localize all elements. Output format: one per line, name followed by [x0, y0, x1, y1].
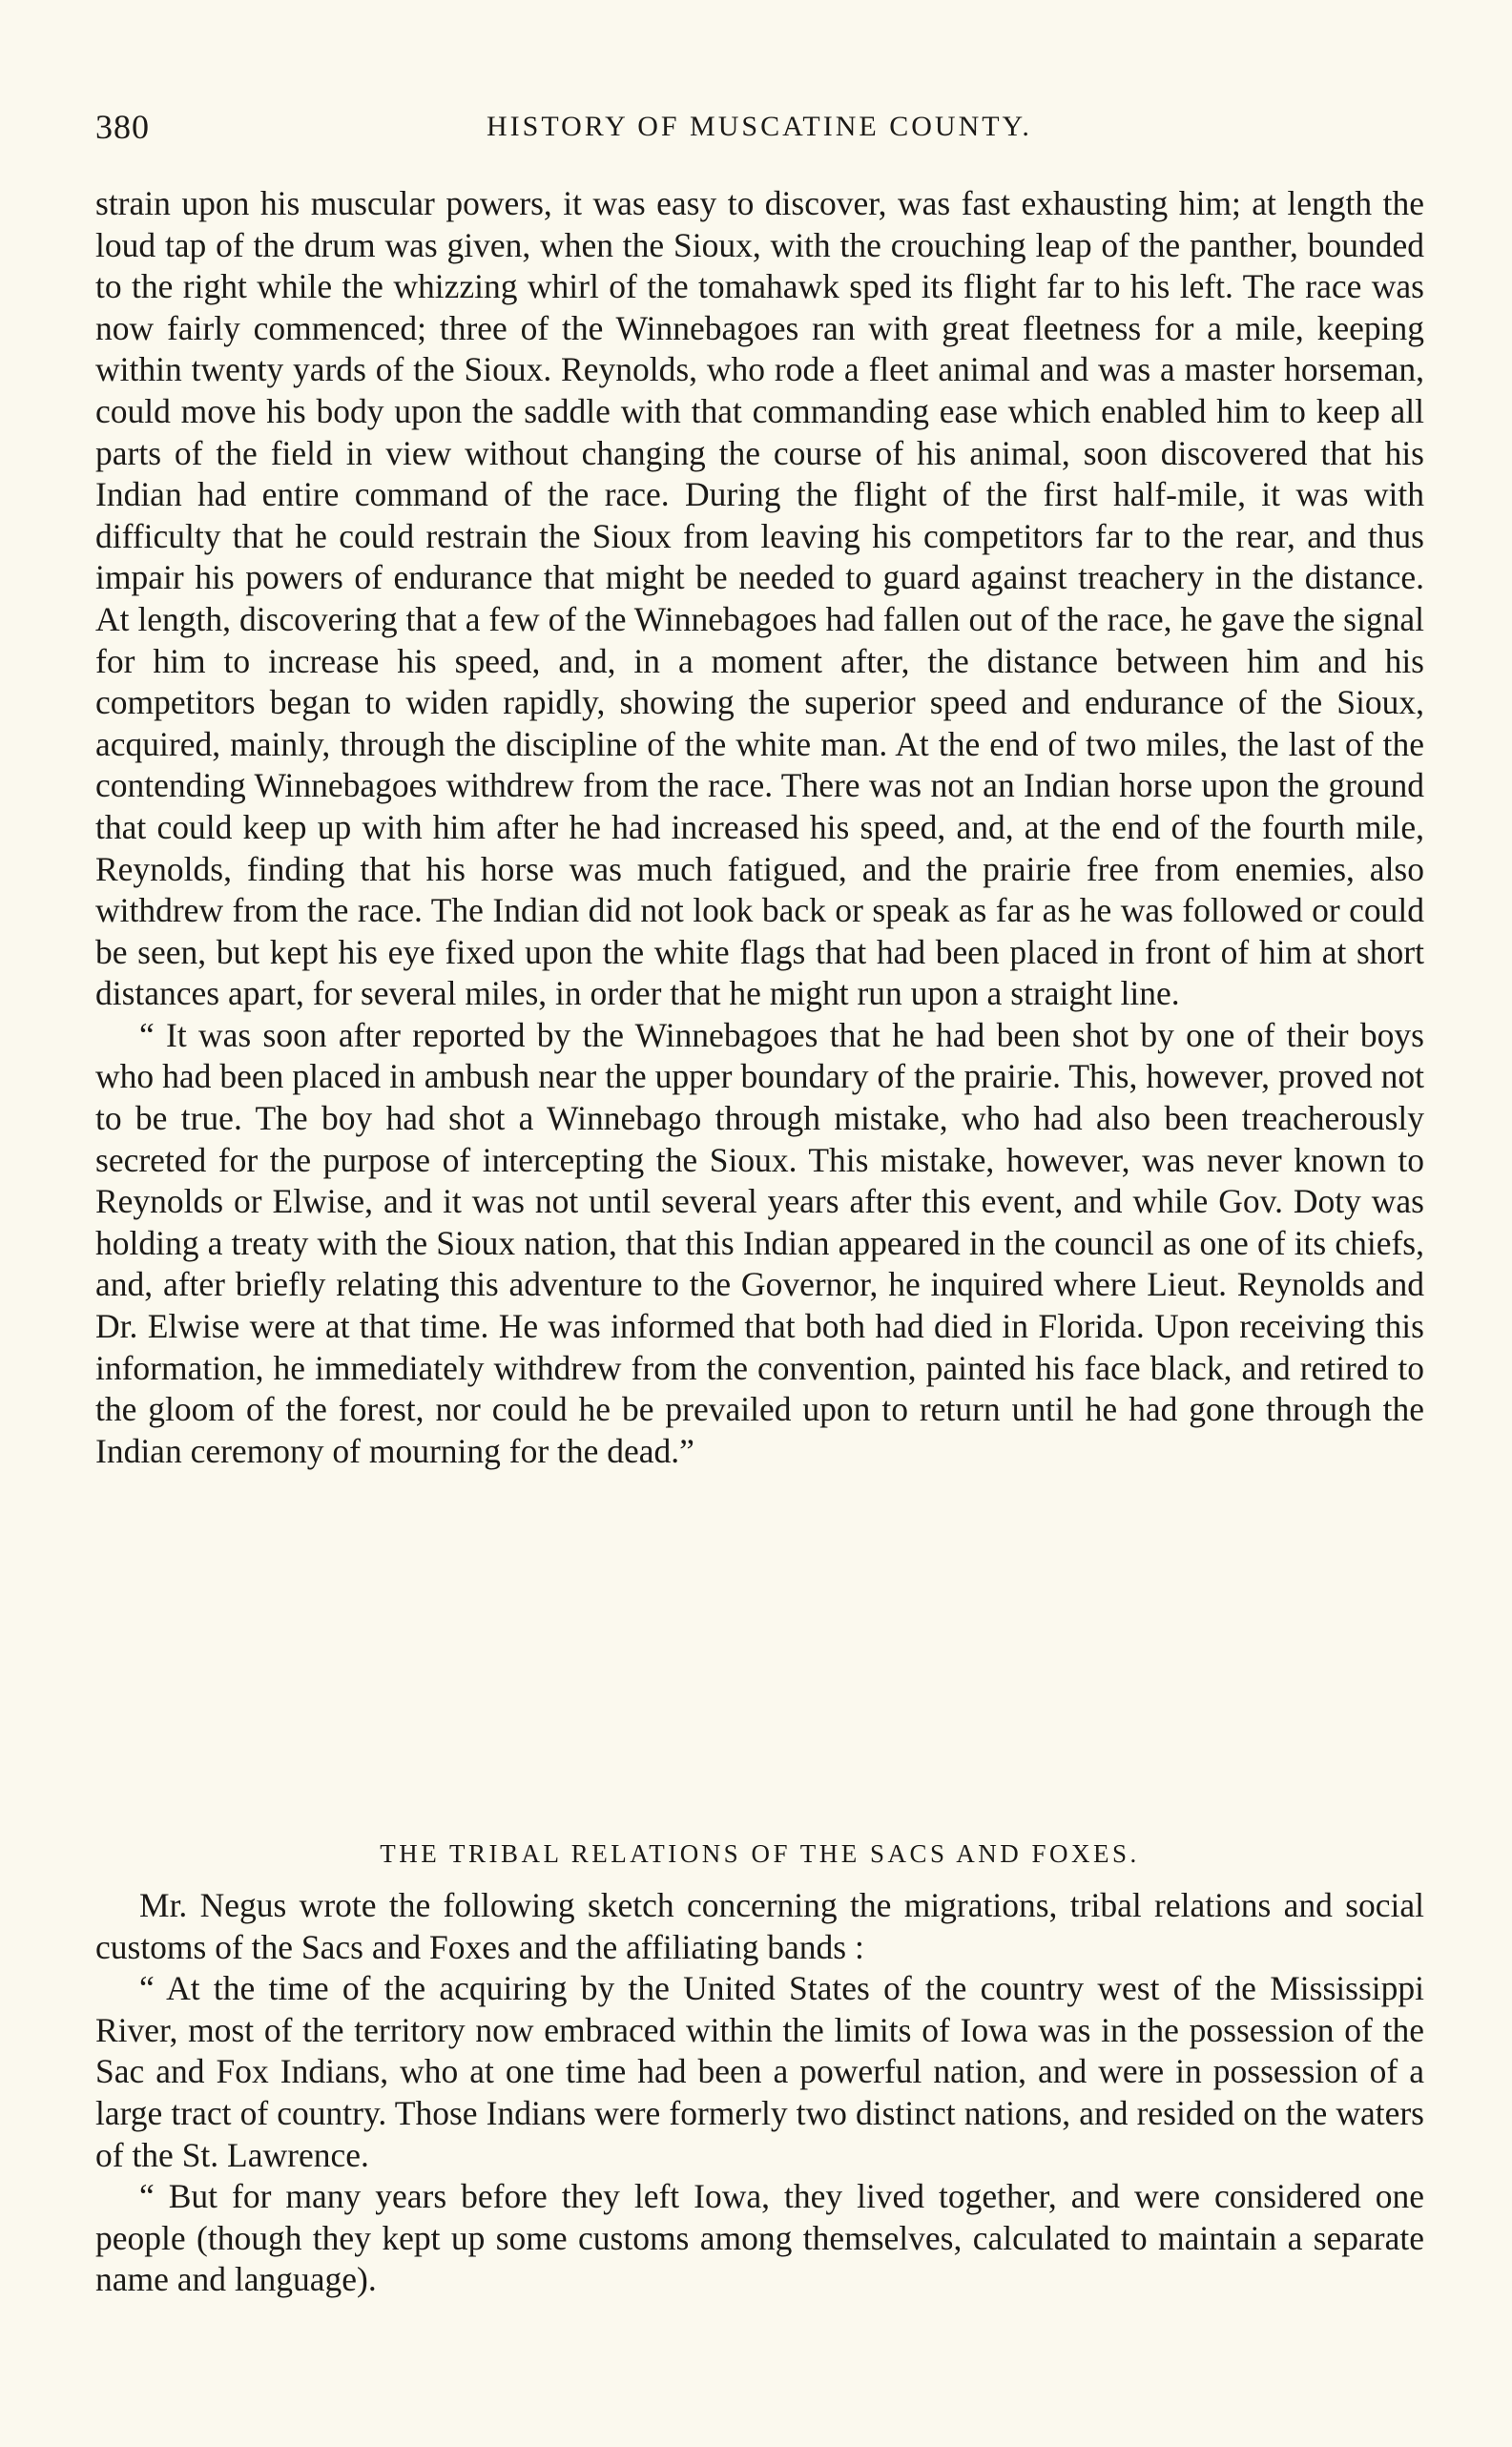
- body-paragraph-1: strain upon his muscular powers, it was easy to discover, was fast exhausting him; at length the loud tap of the drum was given, when the Sioux, with the crouching leap of the panther, bounded to the right while the whizzing whirl of the tomahawk sped its flight far to his left. The race was now fairly commenced; three of the Winnebagoes ran with great fleetness for a mile, keeping within twenty yards of the Sioux. Reynolds, who rode a fleet animal and was a master horseman, could move his body upon the saddle with that commanding ease which enabled him to keep all parts of the field in view without changing the course of his animal, soon discovered that his Indian had entire command of the race. During the flight of the first half-mile, it was with difficulty that he could restrain the Sioux from leaving his competitors far to the rear, and thus impair his powers of endurance that might be needed to guard against treachery in the distance. At length, discovering that a few of the Winnebagoes had fallen out of the race, he gave the signal for him to increase his speed, and, in a moment after, the distance between him and his competitors began to widen rapidly, showing the superior speed and endurance of the Sioux, acquired, mainly, through the discipline of the white man. At the end of two miles, the last of the contending Winnebagoes withdrew from the race. There was not an Indian horse upon the ground that could keep up with him after he had increased his speed, and, at the end of the fourth mile, Reynolds, finding that his horse was much fatigued, and the prairie free from enemies, also withdrew from the race. The Indian did not look back or speak as far as he was followed or could be seen, but kept his eye fixed upon the white flags that had been placed in front of him at short distances apart, for several miles, in order that he might run upon a straight line.: [95, 184, 1424, 1013]
- section-paragraph-2: “ At the time of the acquiring by the United States of the country west of the Mississippi River, most of the territory now embraced within the limits of Iowa was in the possession of the Sac and Fox Indians, who at one time had been a powerful nation, and were in possession of a large tract of country. Those Indians were formerly two distinct nations, and resided on the waters of the St. Lawrence.: [95, 1969, 1424, 2174]
- page-header: [95, 107, 1424, 153]
- running-title: HISTORY OF MUSCATINE COUNTY.: [487, 111, 1032, 142]
- section-paragraph-3: “ But for many years before they left Iowa, they lived together, and were considered one people (though they kept up some customs among themselves, calculated to maintain a separate name and language).: [95, 2177, 1424, 2299]
- section-paragraph-1: Mr. Negus wrote the following sketch concerning the migrations, tribal relations and social customs of the Sacs and Foxes and the affiliating bands :: [95, 1886, 1424, 1966]
- section-text: [95, 1885, 1424, 2301]
- body-paragraph-2: “ It was soon after reported by the Winnebagoes that he had been shot by one of their boys who had been placed in ambush near the upper boundary of the prairie. This, however, proved not to be true. The boy had shot a Winnebago through mistake, who had also been treacherously secreted for the purpose of intercepting the Sioux. This mistake, however, was never known to Reynolds or Elwise, and it was not until several years after this event, and while Gov. Doty was holding a treaty with the Sioux nation, that this Indian appeared in the council as one of its chiefs, and, after briefly relating this adventure to the Governor, he inquired where Lieut. Reynolds and Dr. Elwise were at that time. He was informed that both had died in Florida. Upon receiving this information, he immediately withdrew from the convention, painted his face black, and retired to the gloom of the forest, nor could he be prevailed upon to return until he had gone through the Indian ceremony of mourning for the dead.”: [95, 1015, 1424, 1470]
- page-number: 380: [95, 108, 150, 146]
- section-heading: THE TRIBAL RELATIONS OF THE SACS AND FOXES.: [380, 1839, 1140, 1868]
- main-text: [95, 183, 1424, 1472]
